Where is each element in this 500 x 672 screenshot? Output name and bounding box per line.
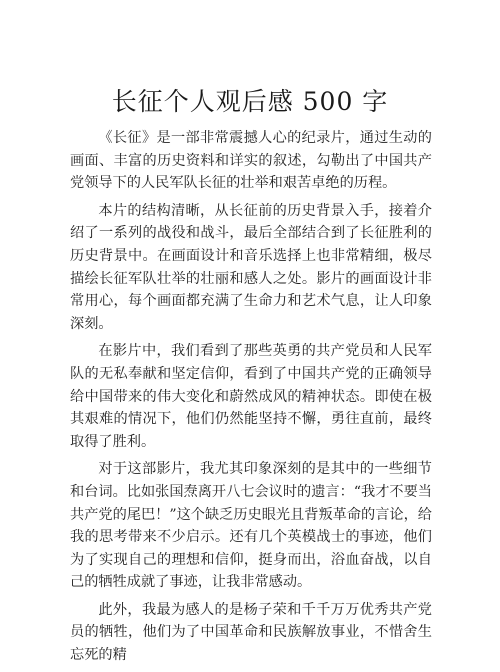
paragraph-5: 此外，我最为感人的是杨子荣和千千万万优秀共产党员的牺牲，他们为了中国革命和民族解放事业，不惜舍生忘死的精 (70, 601, 432, 664)
paragraph-1: 《长征》是一部非常震撼人心的纪录片，通过生动的画面、丰富的历史资料和详实的叙述，勾勒出了中国共产党领导下的人民军队长征的壮举和艰苦卓绝的历程。 (70, 130, 432, 192)
document-body (70, 127, 432, 672)
paragraph-2: 本片的结构清晰，从长征前的历史背景入手，接着介绍了一系列的战役和战斗，最后全部结合到了长征胜利的历史背景中。在画面设计和音乐选择上也非常精细，极尽描绘长征军队壮举的壮丽和感人之处。影片的画面设计非常用心，每个画面都充满了生命力和艺术气息，让人印象深刻。 (70, 202, 432, 332)
paragraph-4: 对于这部影片，我尤其印象深刻的是其中的一些细节和台词。比如张国焘离开八七会议时的遗言：“我才不要当共产党的尾巴！”这个缺乏历史眼光且背叛革命的言论，给我的思考带来不少启示。还有几个英模战士的事迹，他们为了实现自己的理想和信仰，挺身而出，浴血奋战，以自己的牺牲成就了事迹，让我非常感动。 (70, 461, 432, 591)
paragraph-3: 在影片中，我们看到了那些英勇的共产党员和人民军队的无私奉献和坚定信仰，看到了中国共产党的正确领导给中国带来的伟大变化和蔚然成风的精神状态。即使在极其艰难的情况下，他们仍然能坚持不懈，勇往直前，最终取得了胜利。 (70, 343, 432, 450)
document-title: 长征个人观后感 500 字 (111, 87, 389, 116)
